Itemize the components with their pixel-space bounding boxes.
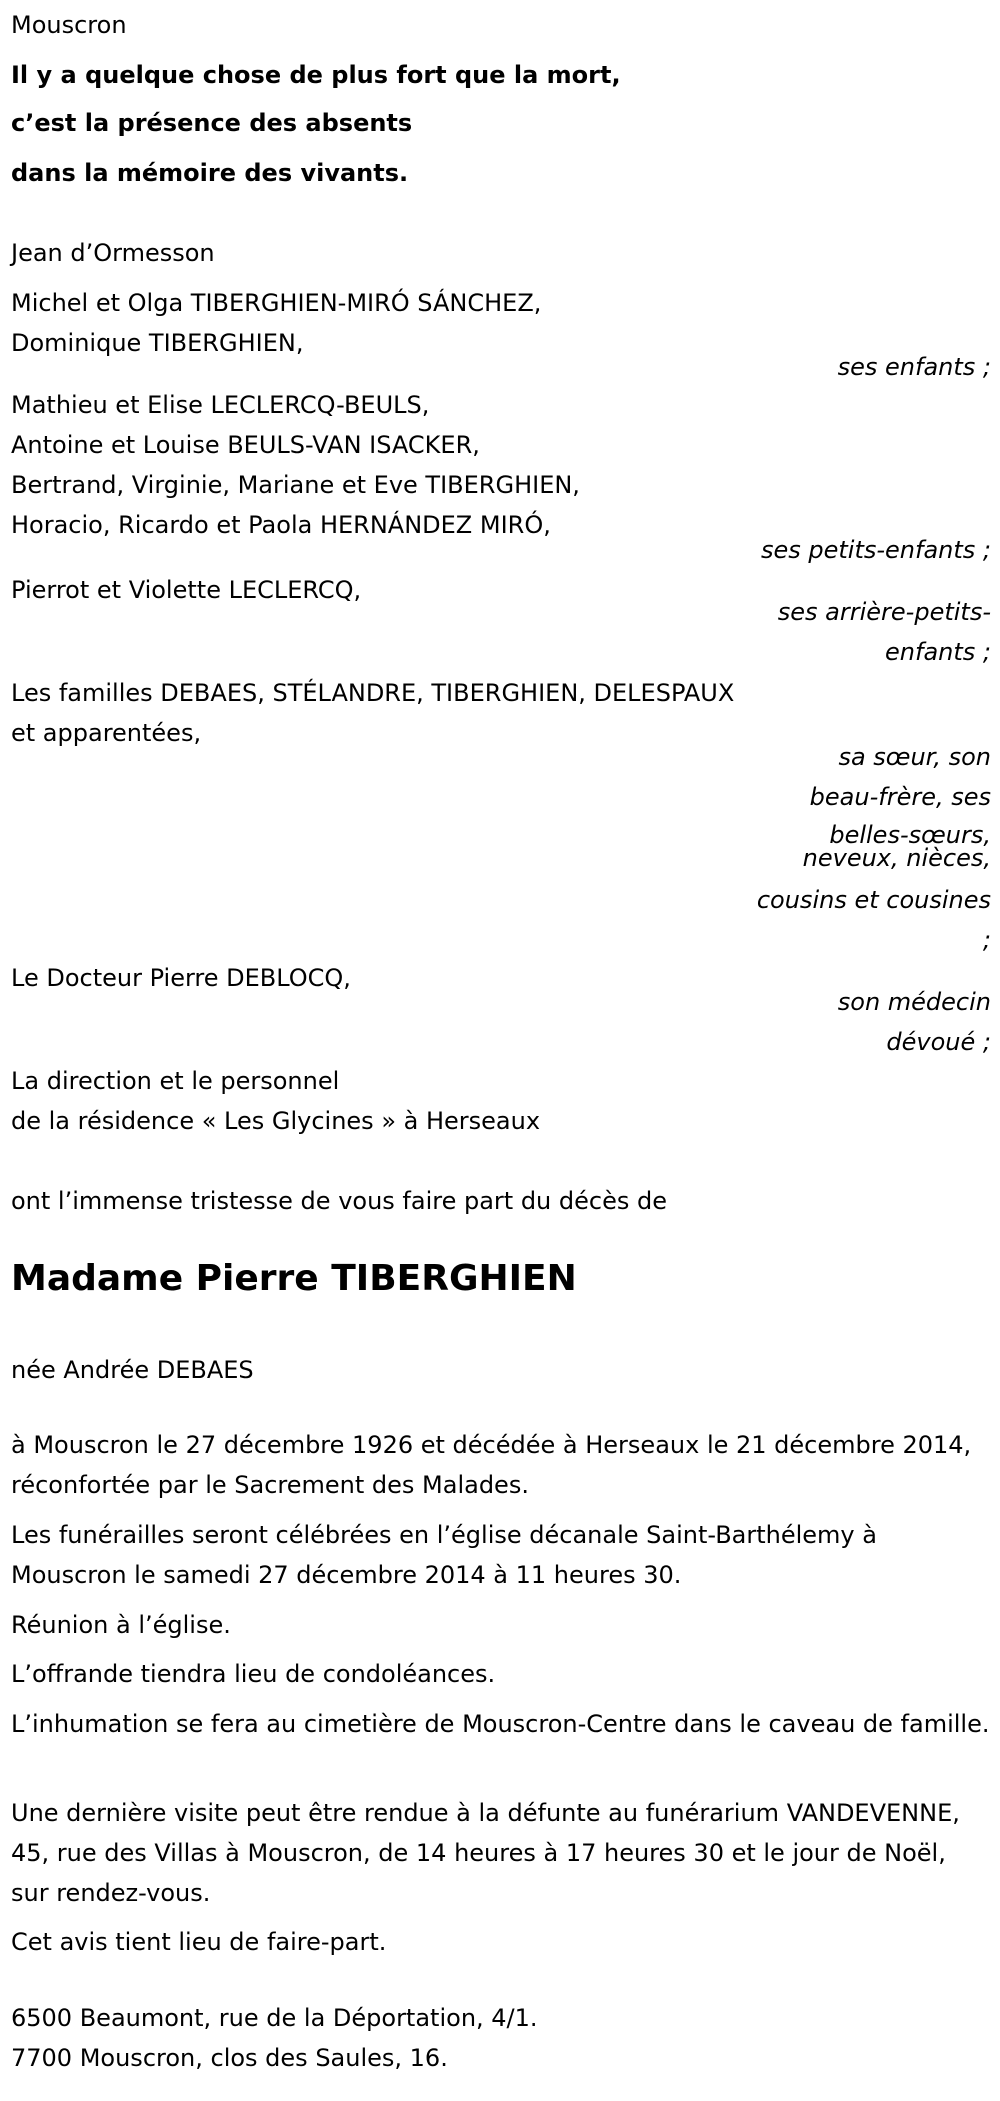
announcement: ont l’immense tristesse de vous faire part du décès de	[11, 1187, 667, 1215]
location: Mouscron	[11, 11, 127, 39]
quote-author: Jean d’Ormesson	[11, 239, 215, 267]
quote-line-2: c’est la présence des absents	[11, 109, 413, 137]
families-role-line-5: cousins et cousines	[756, 886, 991, 914]
residence-line-1: La direction et le personnel	[11, 1067, 340, 1095]
great-grandchildren-name-1: Pierrot et Violette LECLERCQ,	[11, 576, 362, 604]
paragraph-offering: L’offrande tiendra lieu de condoléances.	[11, 1660, 496, 1688]
paragraph-funeral: Les funérailles seront célébrées en l’église décanale Saint-Barthélemy à Mouscron le samedi 27 décembre 2014 à 11 heures 30.	[11, 1521, 877, 1589]
address-2: 7700 Mouscron, clos des Saules, 16.	[11, 2044, 448, 2072]
paragraph-meeting: Réunion à l’église.	[11, 1611, 231, 1639]
great-grandchildren-role-line-2: enfants ;	[885, 638, 991, 666]
address-1: 6500 Beaumont, rue de la Déportation, 4/1.	[11, 2004, 538, 2032]
deceased-name: Madame Pierre TIBERGHIEN	[11, 1258, 577, 1299]
great-grandchildren-role-line-1: ses arrière-petits-	[777, 598, 991, 626]
families-name-2: et apparentées,	[11, 719, 202, 747]
families-role-line-4: neveux, nièces,	[802, 844, 991, 872]
quote-line-3: dans la mémoire des vivants.	[11, 159, 409, 187]
children-role: ses enfants ;	[837, 353, 991, 381]
quote-line-1: Il y a quelque chose de plus fort que la mort,	[11, 61, 621, 89]
families-role-line-1: sa sœur, son	[838, 743, 991, 771]
doctor-role-line-1: son médecin	[837, 988, 991, 1016]
paragraph-burial: L’inhumation se fera au cimetière de Mouscron-Centre dans le caveau de famille.	[11, 1710, 990, 1738]
doctor-role-line-2: dévoué ;	[886, 1028, 991, 1056]
grandchildren-name-4: Horacio, Ricardo et Paola HERNÁNDEZ MIRÓ,	[11, 511, 551, 539]
grandchildren-name-1: Mathieu et Elise LECLERCQ-BEULS,	[11, 391, 430, 419]
families-role-line-2: beau-frère, ses	[809, 783, 991, 811]
children-name-2: Dominique TIBERGHIEN,	[11, 329, 304, 357]
paragraph-visit: Une dernière visite peut être rendue à la défunte au funérarium VANDEVENNE, 45, rue des Villas à Mouscron, de 14 heures à 17 heures 30 et le jour de Noël, sur rendez-vous.	[11, 1799, 960, 1907]
families-role-line-3: belles-sœurs,	[829, 821, 991, 849]
paragraph-birth-death: à Mouscron le 27 décembre 1926 et décédée à Herseaux le 21 décembre 2014, réconfortée par le Sacrement des Malades.	[11, 1431, 972, 1499]
families-role-line-6: ;	[982, 926, 991, 954]
grandchildren-name-2: Antoine et Louise BEULS-VAN ISACKER,	[11, 431, 480, 459]
families-name-1: Les familles DEBAES, STÉLANDRE, TIBERGHIEN, DELESPAUX	[11, 679, 735, 707]
residence-line-2: de la résidence « Les Glycines » à Herseaux	[11, 1107, 541, 1135]
paragraph-notice: Cet avis tient lieu de faire-part.	[11, 1928, 387, 1956]
children-name-1: Michel et Olga TIBERGHIEN-MIRÓ SÁNCHEZ,	[11, 289, 542, 317]
grandchildren-name-3: Bertrand, Virginie, Mariane et Eve TIBERGHIEN,	[11, 471, 580, 499]
doctor-name: Le Docteur Pierre DEBLOCQ,	[11, 964, 351, 992]
grandchildren-role: ses petits-enfants ;	[760, 536, 991, 564]
born-name: née Andrée DEBAES	[11, 1356, 254, 1384]
